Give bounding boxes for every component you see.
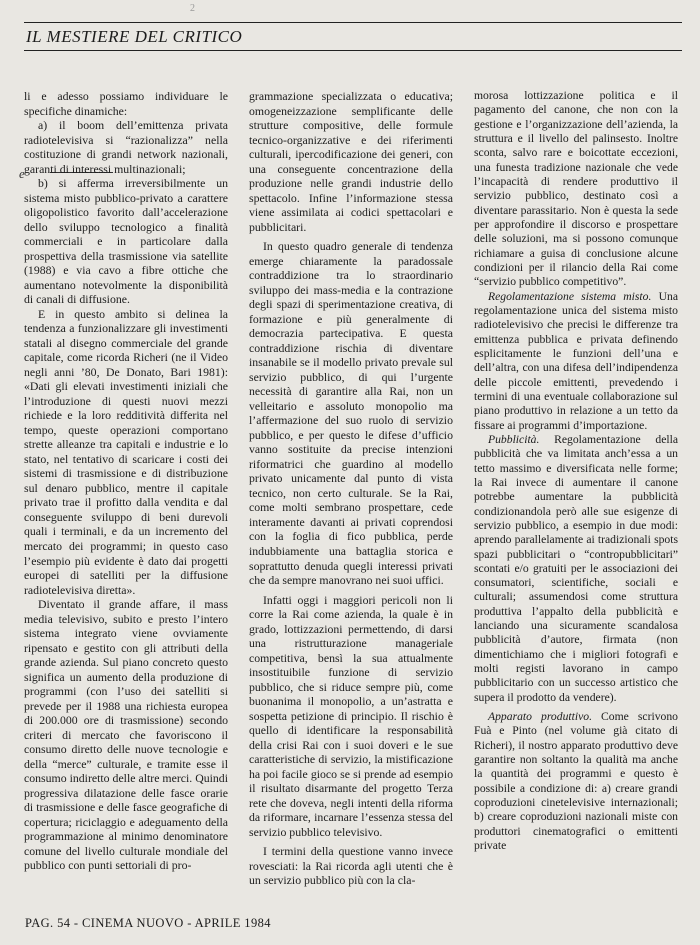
header-rule-top: [24, 22, 682, 23]
section-title: IL MESTIERE DEL CRITICO: [26, 27, 243, 46]
paragraph-with-subhead: [474, 290, 678, 433]
paragraph: b) si afferma irreversibilmente un sistema misto pubblico-privato a carattere oligopolistico favorito dall’accelerazione dello sviluppo tecnologico a finalità commerciali e in particolare dalla prospettiva della trasmissione via satellite (1988) e via cavo a fibre ottiche che aumentano notevolmente la disponibilità di canali di diffusione.: [24, 176, 228, 307]
corner-mark: 2: [190, 3, 195, 14]
text-column-2: [249, 89, 453, 888]
margin-handwritten-mark: e: [19, 166, 25, 181]
paragraph-text: Una regolamentazione unica del sistema misto radiotelevisivo che precisi le differenze tra emittenza pubblica e privata definendo esplicitamente le funzioni dell’una e dell’altra, con una difesa dell’indipendenza delle piccole emittenti, prevedendo i termini di una eventuale collaborazione sul piano produttivo in relazione a un tetto da fissare ai programmi d’importazione.: [474, 289, 678, 432]
header-rule-bottom: [24, 50, 682, 51]
paragraph: li e adesso possiamo individuare le specifiche dinamiche:: [24, 89, 228, 118]
subhead: Pubblicità.: [488, 432, 540, 446]
paragraph-with-subhead: [474, 433, 678, 705]
paragraph: Diventato il grande affare, il mass media televisivo, subito e presto l’intero sistema integrato viene ovviamente ripensato e gestito con gli attributi della grande azienda. Sul piano concreto questo significa un aumento della produzione di programmi (con l’uso dei satelliti si prevede per il 1988 una richiesta europea di 200.000 ore di trasmissione) secondo criteri di mercato che favoriscono il consumo diretto delle nuove tecnologie e della “merce” culturale, e tramite esse il consumo indiretto delle altre merci. Quindi progressiva dilatazione delle fasce orarie di trasmissione e delle fasce geografiche di copertura; riciclaggio e adeguamento della programmazione al minimo denominatore comune del livello culturale mondiale del pubblico con punti settoriali di pro-: [24, 597, 228, 873]
paragraph: a) il boom dell’emittenza privata radiotelevisiva si “razionalizza” nella costituzione di grandi network nazionali, garanti di interessi multinazionali;: [24, 118, 228, 176]
text-column-1: [24, 89, 228, 873]
paragraph-text: Regolamentazione della pubblicità che va limitata anch’essa a un tetto massimo e diversificata nelle forme; la Rai invece di aumentare il canone potrebbe aumentare la pubblicità condizionandola però alle sue esigenze di servizio pubblico, a esempio in due modi: aprendo parallelamente ai tradizionali spots spazi pubblicitari o “contropubblicitari” scontati e/o gratuiti per le associazioni dei consumatori, scientifiche, sociali e culturali; assumendosi come struttura produttiva l’appalto della pubblicità e lanciando una sicuramente scandalosa pubblicità d’autore, firmata (non dimentichiamo che i migliori fotografi e molti registi lavorano in campo pubblicitario con un successo artistico che supera il prodotto da vendere).: [474, 432, 678, 704]
text-column-3: [474, 89, 678, 853]
paragraph-text: Come scrivono Fuà e Pinto (nel volume già citato di Richeri), il nostro apparato produttivo deve garantire non soltanto la qualità ma anche la quantità dei programmi e questo è possibile a condizione di: a) creare grandi coproduzioni cinetelevisive internazionali; b) creare coproduzioni nazionali miste con produttori cinematografici o emittenti private: [474, 710, 678, 853]
paragraph-with-subhead: [474, 710, 678, 853]
paragraph: morosa lottizzazione politica e il pagamento del canone, che non con la gestione e l’organizzazione dell’azienda, la struttura e il livello del palinsesto. Inoltre sconta, salvo rare e boicottate eccezioni, una funesta tradizione nazionale che vede l’incapacità di rendere produttivo il servizio pubblico, destinato così a diventare parassitario. Non è questa la sede per approfondire il discorso e prospettare delle soluzioni, ma si possono comunque richiamare a guisa di conclusione alcune condizioni per il rilancio della Rai come “servizio pubblico competitivo”.: [474, 89, 678, 289]
subhead: Regolamentazione sistema misto.: [488, 289, 652, 303]
paragraph: In questo quadro generale di tendenza emerge chiaramente la paradossale contraddizione tra lo straordinario sviluppo dei mass-media e la contrazione degli spazi di sperimentazione creativa, di formazione e più generalmente di democrazia partecipativa. E questa contraddizione rischia di diventare insanabile se il modello privato prevale sul servizio pubblico, di qui l’urgente necessità di garantire alla Rai, non un velleitario e assoluto monopolio ma l’affermazione del suo ruolo di servizio pubblico, e per questo le difese d’ufficio vanno sostituite da precise intenzioni riformatrici che guardino al modello privato unicamente dal punto di vista tecnico, non certo culturale. Se la Rai, come molti sembrano prospettare, cede interamente davanti ai privati coprendosi con la foglia di fico pubblica, perde indubbiamente una battaglia storica e soprattutto denuda quegli interessi privati che da sempre manovrano nei suoi uffici.: [249, 239, 453, 588]
paragraph: grammazione specializzata o educativa; omogeneizzazione semplificante delle strutture compositive, delle formule tecnico-organizzative e dei riferimenti culturali, ipercodificazione dei generi, con una conseguente concentrazione della produzione nelle grandi industrie dello spettacolo. Infine l’informazione stessa viene assimilata ai codici spettacolari e pubblicitari.: [249, 89, 453, 234]
subhead: Apparato produttivo.: [488, 710, 592, 724]
paragraph: I termini della questione vanno invece rovesciati: la Rai ricorda agli utenti che è un servizio pubblico più con la cla-: [249, 844, 453, 888]
paragraph: Infatti oggi i maggiori pericoli non li corre la Rai come azienda, la quale è in grado, lottizzazioni permettendo, di darsi una ristrutturazione manageriale competitiva, bensì la sua attualmente insostituibile funzione di servizio pubblico, che si riduce sempre più, come buonanima il monopolio, a un’astratta e sospetta petizione di principio. Il rischio è quello di identificare la responsabilità della crisi Rai con i suoi doveri e le sue caratteristiche di servizio, la mistificazione ha poi facile gioco se si prende ad esempio il risultato disarmante del progetto Terza rete che doveva, negli intenti della riforma da riformare, incarnare l’essenza stessa del servizio pubblico televisivo.: [249, 592, 453, 839]
paragraph: E in questo ambito si delinea la tendenza a funzionalizzare gli investimenti statali al disegno commerciale del grande capitale, come ricorda Richeri (ne il Video negli anni ’80, De Donato, Bari 1981): «Dati gli elevati investimenti iniziali che l’introduzione di questi nuovi mezzi richiede e la loro redditività differita nel tempo, queste operazioni comportano strette alleanze tra capitali e industrie e lo stato, nel tentativo di scaricare i costi dei sistemi di trasmissione e di distribuzione sul denaro pubblico, mentre il capitale privato trae il profitto dalla vendita e dal conseguente sviluppo di beni durevoli quali i terminali, e da un incremento del mercato dei programmi; in questo caso l’esempio più evidente è dato dai progetti europei di satelliti per la diffusione radiotelevisiva diretta».: [24, 306, 228, 597]
page-footer: PAG. 54 - CINEMA NUOVO - APRILE 1984: [25, 916, 271, 930]
